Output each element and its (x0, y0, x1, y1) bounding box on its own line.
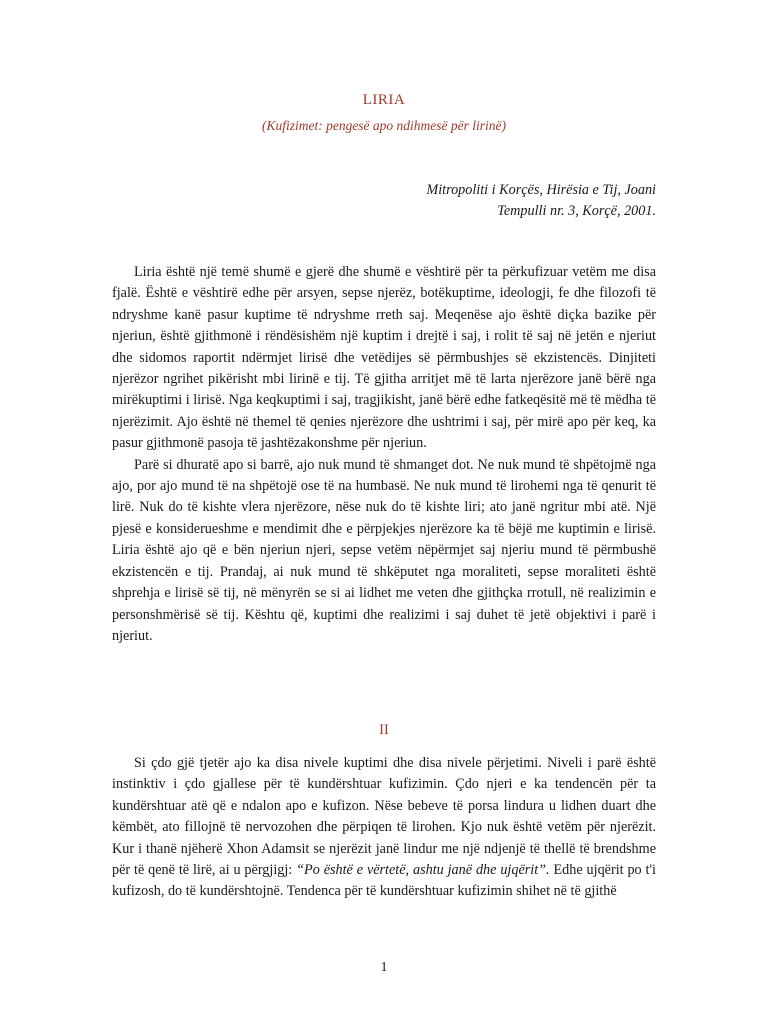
paragraph-text-before-quote: Si çdo gjë tjetër ajo ka disa nivele kuptimi dhe disa nivele përjetimi. Niveli i parë është instinktiv i çdo gjallese për të kundërshtuar kufizimin. Çdo njeri e ka tendencën për ta kundërshtuar atë që e ndalon apo e kufizon. Nëse bebeve të porsa lindura u lidhen duart dhe këmbët, ato fillojnë të nervozohen dhe përpiqen të lirohen. Kjo nuk është vetëm për njerëzit. Kur i thanë njëherë Xhon Adamsit se njerëzit janë lindur me një ndjenjë të thellë të brendshme për të qenë të lirë, ai u përgjigj: (112, 755, 656, 879)
place-line: Tempulli nr. 3, Korçë, 2001. (497, 203, 656, 219)
document-title: LIRIA (362, 92, 406, 108)
section-2-body (112, 753, 656, 903)
section-2-paragraph-1 (112, 753, 656, 903)
author-line: Mitropoliti i Korçës, Hirësia e Tij, Joani (426, 182, 656, 198)
attribution-block (426, 180, 656, 222)
section-1-paragraph-2: Parë si dhuratë apo si barrë, ajo nuk mund të shmanget dot. Ne nuk mund të shpëtojmë nga ajo, por ajo mund të na shpëtojë ose të na humbasë. Ne nuk mund të lirohemi nga të qenurit të lirë. Nuk do të kishte vlera njerëzore, nëse nuk do të kishte liri; ato janë ngritur mbi atë. Një pjesë e konsiderueshme e mendimit dhe e përpjekjes njerëzore ka të bëjë me kuptimin e lirisë. Liria është ajo që e bën njeriun njeri, sepse vetëm nëpërmjet saj njeriu mund të përmbushë ekzistencën e tij. Prandaj, ai nuk mund të shkëputet nga moraliteti, sepse moraliteti është shprehja e lirisë së tij, në mënyrën se si ai lidhet me veten dhe gjithçka rrotull, në realizimin e personshmërisë së tij. Kështu që, kuptimi dhe realizimi i saj duhet të jetë objektivi i parë i njeriut. (112, 456, 656, 644)
adams-quote: “Po është e vërtetë, ashtu janë dhe ujqërit”. (296, 862, 550, 879)
section-heading-roman: II (379, 722, 389, 738)
page-number: 1 (380, 960, 388, 975)
section-1-body (112, 262, 656, 647)
paragraph-text-after-quote: Edhe ujqërit po t'i kufizosh, do të kundërshtojnë. Tendenca për të kundërshtuar kufizimin shihet në të gjithë (112, 862, 656, 900)
document-subtitle: (Kufizimet: pengesë apo ndihmesë për lirinë) (261, 118, 507, 133)
section-1-paragraph-1: Liria është një temë shumë e gjerë dhe shumë e vështirë për ta përkufizuar vetëm me disa fjalë. Është e vështirë edhe për arsyen, sepse njerëz, botëkuptime, ideologji, fe dhe filozofi të ndryshme kanë pasur kuptime të ndryshme rreth saj. Meqenëse ajo është diçka bazike për njeriun, është gjithmonë i rëndësishëm një kuptim i drejtë i saj, i rolit të saj në jetën e njeriut dhe sidomos raportit ndërmjet lirisë dhe vetëdijes së përmbushjes së ekzistencës. Dinjiteti njerëzor ngrihet pikërisht mbi lirinë e tij. Të gjitha arritjet më të larta njerëzore janë bërë nga mirëkuptimi i lirisë. Nga keqkuptimi i saj, tragjikisht, janë bërë edhe fatkeqësitë më të mëdha të njerëzimit. Ajo është në themel të qenies njerëzore dhe ushtrimi i saj, për mirë apo për keq, ka pasur gjithmonë pasoja të jashtëzakonshme për njeriun. (112, 264, 656, 452)
